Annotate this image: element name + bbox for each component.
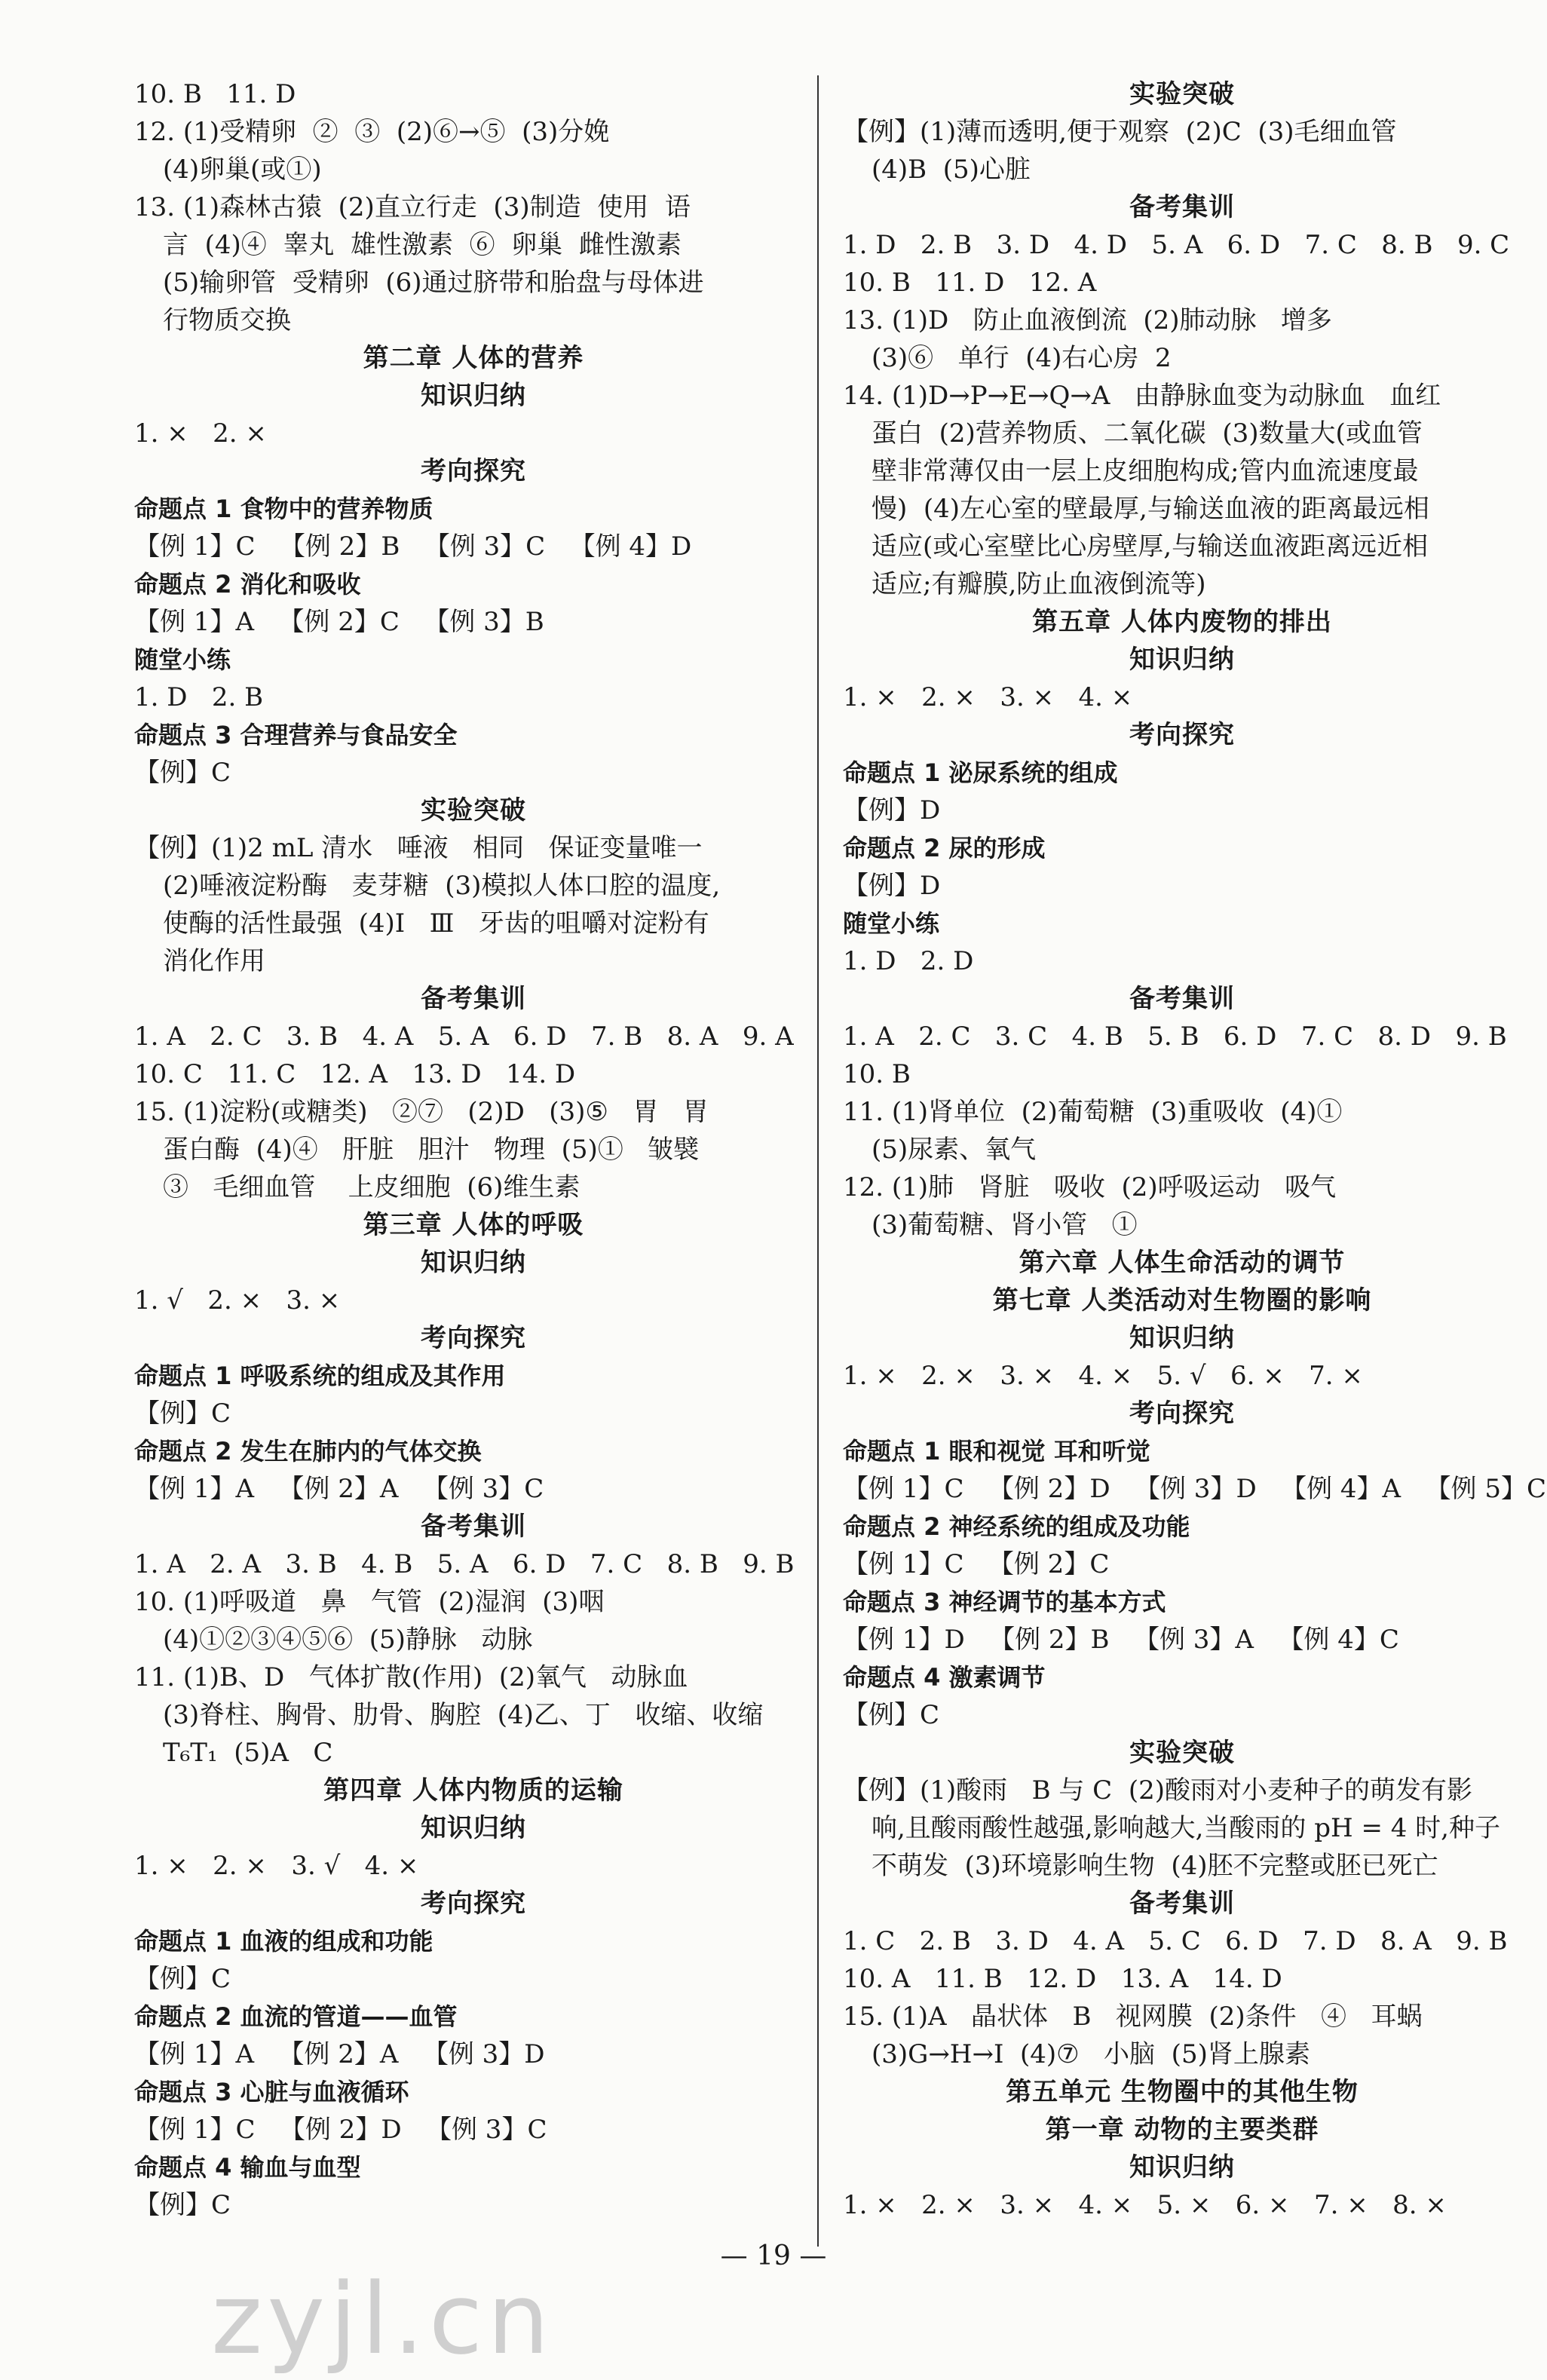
- section-heading: 第二章 人体的营养: [363, 343, 584, 373]
- answer-line-continued: (2)唾液淀粉酶 麦芽糖 (3)模拟人体口腔的温度,: [163, 871, 721, 901]
- answer-line-continued: (4)B (5)心脏: [872, 155, 1031, 185]
- answer-line-continued: (3)葡萄糖、肾小管 ①: [872, 1210, 1138, 1240]
- section-heading: 知识归纳: [421, 1813, 526, 1843]
- answer-line: 11. (1)肾单位 (2)葡萄糖 (3)重吸收 (4)①: [843, 1097, 1343, 1127]
- answer-line-continued: 适应;有瓣膜,防止血液倒流等): [872, 569, 1206, 599]
- answer-line: 【例】C: [843, 1700, 940, 1730]
- answer-line: 【例】(1)酸雨 B 与 C (2)酸雨对小麦种子的萌发有影: [843, 1775, 1472, 1806]
- answer-line: 1. × 2. ×: [134, 418, 267, 449]
- answer-line: 1. × 2. × 3. × 4. × 5. √ 6. × 7. ×: [843, 1361, 1363, 1391]
- answer-line: 1. × 2. × 3. × 4. ×: [843, 682, 1133, 712]
- section-heading: 知识归纳: [421, 1248, 526, 1278]
- answer-line: 【例 1】A 【例 2】C 【例 3】B: [134, 607, 544, 637]
- section-heading: 第四章 人体内物质的运输: [323, 1775, 623, 1806]
- answer-line: 12. (1)受精卵 ② ③ (2)⑥→⑤ (3)分娩: [134, 117, 610, 147]
- answer-line: 【例】D: [843, 871, 941, 901]
- section-heading: 备考集训: [421, 984, 526, 1014]
- answer-line: 【例】D: [843, 795, 941, 825]
- answer-line: 10. B 11. D: [134, 79, 296, 109]
- left-column: [134, 75, 813, 2224]
- right-column: [843, 75, 1546, 2224]
- answer-line-continued: 不萌发 (3)环境影响生物 (4)胚不完整或胚已死亡: [872, 1851, 1438, 1881]
- answer-line: 【例 1】A 【例 2】A 【例 3】C: [134, 1474, 544, 1504]
- answer-line-continued: 壁非常薄仅由一层上皮细胞构成;管内血流速度最: [872, 456, 1419, 486]
- answer-line: 13. (1)D 防止血液倒流 (2)肺动脉 增多: [843, 305, 1332, 335]
- section-heading: 知识归纳: [421, 381, 526, 411]
- answer-line: 10. B: [843, 1059, 911, 1089]
- answer-line: 10. (1)呼吸道 鼻 气管 (2)湿润 (3)咽: [134, 1587, 605, 1617]
- answer-line: 1. × 2. × 3. √ 4. ×: [134, 1851, 419, 1881]
- topic-heading: 命题点 1 呼吸系统的组成及其作用: [134, 1362, 506, 1390]
- answer-line: 1. A 2. C 3. B 4. A 5. A 6. D 7. B 8. A 9. A: [134, 1022, 794, 1052]
- topic-heading: 命题点 2 神经系统的组成及功能: [843, 1512, 1190, 1541]
- answer-line: 14. (1)D→P→E→Q→A 由静脉血变为动脉血 血红: [843, 381, 1441, 411]
- topic-heading: 命题点 2 消化和吸收: [134, 570, 361, 599]
- answer-line-continued: (3)G→H→I (4)⑦ 小脑 (5)肾上腺素: [872, 2039, 1310, 2069]
- answer-line: 【例】(1)2 mL 清水 唾液 相同 保证变量唯一: [134, 833, 703, 863]
- section-heading: 考向探究: [421, 456, 526, 486]
- section-heading: 实验突破: [421, 795, 526, 825]
- answer-line: 1. C 2. B 3. D 4. A 5. C 6. D 7. D 8. A 9. B: [843, 1926, 1508, 1956]
- answer-line: 【例 1】C 【例 2】C: [843, 1549, 1110, 1579]
- answer-line-continued: T₆T₁ (5)A C: [163, 1738, 333, 1768]
- answer-line: 1. √ 2. × 3. ×: [134, 1285, 341, 1316]
- answer-line: 12. (1)肺 肾脏 吸收 (2)呼吸运动 吸气: [843, 1172, 1337, 1202]
- section-heading: 第五章 人体内废物的排出: [1032, 607, 1332, 637]
- answer-line: 1. × 2. × 3. × 4. × 5. × 6. × 7. × 8. ×: [843, 2190, 1447, 2220]
- answer-line: 【例】C: [134, 1964, 231, 1994]
- answer-line: 1. A 2. A 3. B 4. B 5. A 6. D 7. C 8. B 9. B: [134, 1549, 795, 1579]
- topic-heading: 随堂小练: [134, 645, 231, 674]
- answer-line-continued: (4)卵巢(或①): [163, 155, 322, 185]
- answer-line: 【例 1】A 【例 2】A 【例 3】D: [134, 2039, 545, 2069]
- section-heading: 第三章 人体的呼吸: [363, 1210, 584, 1240]
- answer-line-continued: (3)⑥ 单行 (4)右心房 2: [872, 343, 1172, 373]
- topic-heading: 命题点 3 神经调节的基本方式: [843, 1588, 1166, 1616]
- answer-line: 1. A 2. C 3. C 4. B 5. B 6. D 7. C 8. D 9. B: [843, 1022, 1507, 1052]
- answer-line: 10. A 11. B 12. D 13. A 14. D: [843, 1964, 1282, 1994]
- topic-heading: 命题点 1 眼和视觉 耳和听觉: [843, 1437, 1150, 1466]
- answer-line-continued: (4)①②③④⑤⑥ (5)静脉 动脉: [163, 1625, 533, 1655]
- topic-heading: 命题点 1 泌尿系统的组成: [843, 758, 1118, 787]
- answer-line-continued: 响,且酸雨酸性越强,影响越大,当酸雨的 pH = 4 时,种子: [872, 1813, 1500, 1843]
- answer-line-continued: 使酶的活性最强 (4)Ⅰ Ⅲ 牙齿的咀嚼对淀粉有: [163, 908, 709, 939]
- answer-line: 11. (1)B、D 气体扩散(作用) (2)氧气 动脉血: [134, 1662, 688, 1692]
- section-heading: 知识归纳: [1129, 1323, 1235, 1353]
- answer-line: 10. C 11. C 12. A 13. D 14. D: [134, 1059, 576, 1089]
- answer-line-continued: 慢) (4)左心室的壁最厚,与输送血液的距离最远相: [872, 494, 1429, 524]
- answer-line-continued: 言 (4)④ 睾丸 雄性激素 ⑥ 卵巢 雌性激素: [163, 230, 682, 260]
- answer-line: 10. B 11. D 12. A: [843, 268, 1097, 298]
- answer-line: 13. (1)森林古猿 (2)直立行走 (3)制造 使用 语: [134, 192, 691, 222]
- answer-line: 【例 1】D 【例 2】B 【例 3】A 【例 4】C: [843, 1625, 1399, 1655]
- answer-line-continued: 行物质交换: [163, 305, 291, 335]
- section-heading: 知识归纳: [1129, 2152, 1235, 2182]
- answer-line-continued: ③ 毛细血管 上皮细胞 (6)维生素: [163, 1172, 581, 1202]
- page-number: — 19 —: [720, 2241, 827, 2271]
- answer-line: 【例 1】C 【例 2】D 【例 3】C: [134, 2115, 547, 2145]
- answer-line: 【例】C: [134, 1398, 231, 1429]
- topic-heading: 命题点 2 发生在肺内的气体交换: [134, 1437, 482, 1466]
- answer-line-continued: (5)输卵管 受精卵 (6)通过脐带和胎盘与母体进: [163, 268, 704, 298]
- watermark-logo: zyjl.cn: [211, 2262, 554, 2376]
- topic-heading: 命题点 4 输血与血型: [134, 2153, 361, 2182]
- section-heading: 考向探究: [1129, 720, 1235, 750]
- topic-heading: 命题点 1 食物中的营养物质: [134, 495, 433, 523]
- section-heading: 备考集训: [1129, 984, 1235, 1014]
- section-heading: 第六章 人体生命活动的调节: [1019, 1248, 1346, 1278]
- answer-line: 1. D 2. B: [134, 682, 264, 712]
- section-heading: 考向探究: [1129, 1398, 1235, 1429]
- section-heading: 第一章 动物的主要类群: [1045, 2115, 1319, 2145]
- answer-line-continued: 消化作用: [163, 946, 265, 976]
- section-heading: 实验突破: [1129, 79, 1235, 109]
- topic-heading: 命题点 1 血液的组成和功能: [134, 1927, 433, 1956]
- answer-line: 【例 1】C 【例 2】D 【例 3】D 【例 4】A 【例 5】C: [843, 1474, 1546, 1504]
- column-divider: [817, 75, 819, 2247]
- answer-line-continued: 蛋白酶 (4)④ 肝脏 胆汁 物理 (5)① 皱襞: [163, 1135, 700, 1165]
- answer-line: 15. (1)淀粉(或糖类) ②⑦ (2)D (3)⑤ 胃 胃: [134, 1097, 709, 1127]
- answer-line: 1. D 2. D: [843, 946, 974, 976]
- answer-line: 1. D 2. B 3. D 4. D 5. A 6. D 7. C 8. B 9. C: [843, 230, 1510, 260]
- answer-line: 15. (1)A 晶状体 B 视网膜 (2)条件 ④ 耳蜗: [843, 2002, 1423, 2032]
- topic-heading: 命题点 3 合理营养与食品安全: [134, 721, 458, 749]
- section-heading: 备考集训: [1129, 1888, 1235, 1919]
- section-heading: 备考集训: [421, 1512, 526, 1542]
- section-heading: 知识归纳: [1129, 645, 1235, 675]
- section-heading: 考向探究: [421, 1323, 526, 1353]
- answer-line: 【例】C: [134, 758, 231, 788]
- answer-line: 【例 1】C 【例 2】B 【例 3】C 【例 4】D: [134, 531, 692, 562]
- topic-heading: 命题点 2 尿的形成: [843, 834, 1046, 862]
- answer-line-continued: 蛋白 (2)营养物质、二氧化碳 (3)数量大(或血管: [872, 418, 1423, 449]
- topic-heading: 随堂小练: [843, 909, 940, 938]
- answer-line: 【例】C: [134, 2190, 231, 2220]
- topic-heading: 命题点 3 心脏与血液循环: [134, 2078, 409, 2106]
- answer-line-continued: (3)脊柱、胸骨、肋骨、胸腔 (4)乙、丁 收缩、收缩: [163, 1700, 764, 1730]
- answer-line: 【例】(1)薄而透明,便于观察 (2)C (3)毛细血管: [843, 117, 1397, 147]
- section-heading: 第七章 人类活动对生物圈的影响: [992, 1285, 1372, 1316]
- topic-heading: 命题点 4 激素调节: [843, 1663, 1046, 1692]
- section-heading: 实验突破: [1129, 1738, 1235, 1768]
- topic-heading: 命题点 2 血流的管道——血管: [134, 2002, 458, 2031]
- section-heading: 备考集训: [1129, 192, 1235, 222]
- section-heading: 考向探究: [421, 1888, 526, 1919]
- section-heading: 第五单元 生物圈中的其他生物: [1006, 2077, 1359, 2107]
- answer-line-continued: (5)尿素、氧气: [872, 1135, 1037, 1165]
- answer-line-continued: 适应(或心室壁比心房壁厚,与输送血液距离远近相: [872, 531, 1429, 562]
